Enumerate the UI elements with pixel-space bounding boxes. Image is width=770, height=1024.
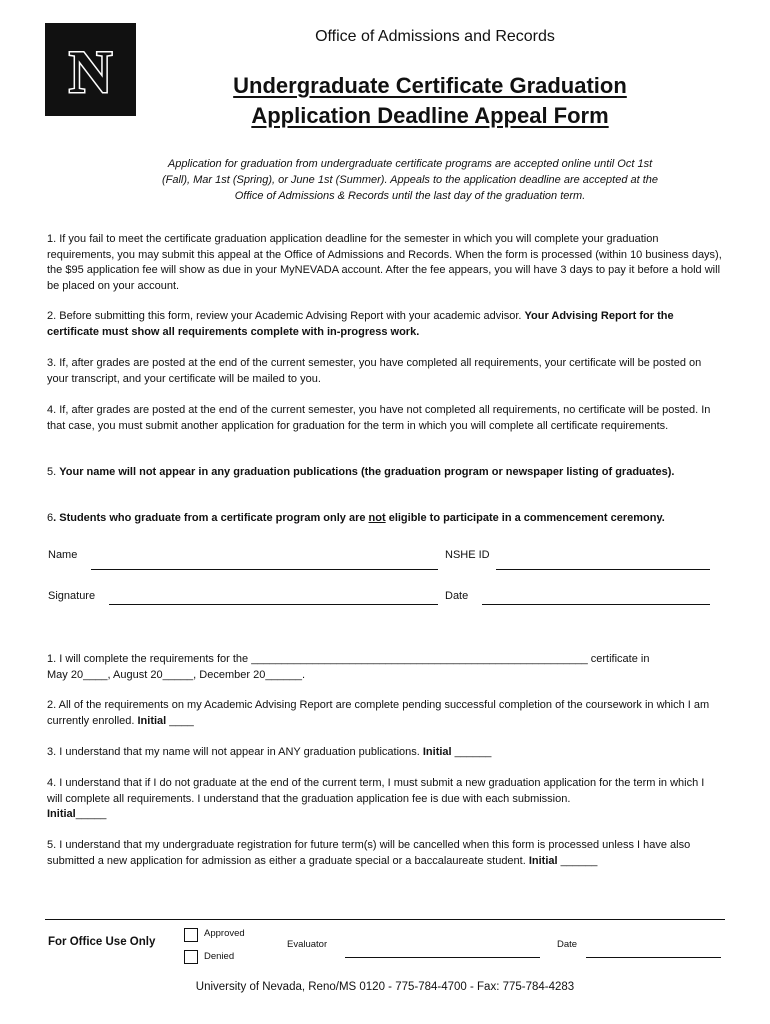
instruction-6-bold-a: . Students who graduate from a certificate program only are bbox=[53, 512, 369, 524]
form-title-line2: Application Deadline Appeal Form bbox=[251, 103, 609, 128]
statement-5-initial-blank[interactable]: ______ bbox=[557, 854, 598, 867]
date-label: Date bbox=[445, 590, 469, 602]
statement-3 bbox=[47, 745, 722, 761]
office-date-label: Date bbox=[557, 939, 578, 950]
instruction-2-bold: Your Advising Report for the certificate must show all requirements complete with in-progress work. bbox=[47, 310, 674, 338]
approved-checkbox[interactable] bbox=[184, 928, 198, 942]
statement-1 bbox=[47, 652, 722, 683]
evaluator-field[interactable] bbox=[345, 957, 540, 958]
nshe-id-label: NSHE ID bbox=[445, 549, 490, 561]
statement-4-initial-blank[interactable]: _____ bbox=[75, 808, 107, 820]
statement-1-terms[interactable]: May 20____, August 20_____, December 20______. bbox=[47, 668, 306, 681]
office-name: Office of Admissions and Records bbox=[315, 28, 555, 45]
statement-2-initial-blank[interactable]: ____ bbox=[166, 714, 194, 727]
statement-4-text: 4. I understand that if I do not graduate at the end of the current term, I must submit a new graduation application for the term in which I will complete all requirements. I understand that the graduation application fee is due with each submission. bbox=[47, 777, 705, 805]
evaluator-label: Evaluator bbox=[287, 939, 328, 950]
n-logo-icon bbox=[45, 23, 136, 116]
instruction-6-underline: not bbox=[368, 512, 386, 524]
statement-2 bbox=[47, 698, 722, 729]
instruction-6 bbox=[47, 511, 722, 527]
office-use-heading: For Office Use Only bbox=[48, 936, 156, 948]
form-title-line1: Undergraduate Certificate Graduation bbox=[233, 73, 627, 98]
instruction-4: 4. If, after grades are posted at the end of the current semester, you have not completed all requirements, no certificate will be posted. In that case, you must submit another application for graduation for the term in which you will complete all certificate requirements. bbox=[47, 404, 711, 432]
university-logo bbox=[45, 23, 136, 116]
statement-1-text: 1. I will complete the requirements for the bbox=[47, 653, 252, 665]
name-field[interactable] bbox=[91, 569, 438, 570]
statement-3-initial-label: Initial bbox=[422, 746, 452, 758]
statement-5 bbox=[47, 838, 722, 869]
name-label: Name bbox=[48, 549, 78, 561]
footer-contact: University of Nevada, Reno/MS 0120 - 775-784-4700 - Fax: 775-784-4283 bbox=[195, 981, 575, 993]
instruction-2-text: 2. Before submitting this form, review your Academic Advising Report with your academic advisor. bbox=[47, 310, 525, 322]
instruction-6-bold-b: eligible to participate in a commencement ceremony. bbox=[385, 512, 665, 524]
statement-1-suffix: certificate in bbox=[587, 653, 650, 665]
instruction-5-number: 5. bbox=[47, 466, 60, 478]
statement-4-initial-label: Initial bbox=[47, 808, 76, 820]
form-title bbox=[180, 71, 680, 131]
instruction-3: 3. If, after grades are posted at the end of the current semester, you have completed all requirements, your certificate will be posted on your transcript, and your certificate will be mailed to you. bbox=[47, 357, 702, 385]
denied-label: Denied bbox=[204, 951, 235, 962]
denied-checkbox[interactable] bbox=[184, 950, 198, 964]
signature-label: Signature bbox=[48, 590, 96, 602]
statement-3-initial-blank[interactable]: ______ bbox=[451, 746, 492, 758]
logo-letter: N bbox=[68, 39, 113, 105]
instruction-1: 1. If you fail to meet the certificate graduation application deadline for the semester in which you will complete your graduation requirements, you may submit this appeal at the Office of Admissions and Records. When the form is processed (within 10 business days), the $95 application fee will show as due in your MyNEVADA account. After the fee appears, you will have 3 days to pay it before a hold will be placed on your account. bbox=[47, 233, 722, 292]
instruction-6-number: 6 bbox=[47, 512, 54, 524]
statement-5-text: 5. I understand that my undergraduate registration for future term(s) will be cancelled when this form is processed unless I have also submitted a new application for admission as either a graduate special or a baccalaureate student. bbox=[47, 839, 691, 867]
instruction-5 bbox=[47, 465, 722, 481]
date-field[interactable] bbox=[482, 604, 710, 605]
instruction-5-bold: Your name will not appear in any graduation publications (the graduation program or newspaper listing of graduates). bbox=[59, 466, 675, 478]
intro-text: Application for graduation from undergraduate certificate programs are accepted online until Oct 1st (Fall), Mar 1st (Spring), or June 1st (Summer). Appeals to the application deadline are accepted at the Office of Admissions & Records until the last day of the graduation term. bbox=[161, 158, 659, 202]
approved-label: Approved bbox=[204, 928, 245, 939]
statement-4 bbox=[47, 776, 722, 823]
instruction-2 bbox=[47, 309, 722, 340]
office-date-field[interactable] bbox=[586, 957, 721, 958]
statement-2-initial-label: Initial bbox=[137, 714, 167, 727]
signature-field[interactable] bbox=[109, 604, 438, 605]
nshe-id-field[interactable] bbox=[496, 569, 710, 570]
statement-3-text: 3. I understand that my name will not appear in ANY graduation publications. bbox=[47, 746, 423, 758]
office-use-divider bbox=[45, 919, 725, 920]
certificate-name-blank[interactable]: _______________________________________________________ bbox=[251, 653, 588, 665]
statement-5-initial-label: Initial bbox=[528, 854, 558, 867]
statement-2-text: 2. All of the requirements on my Academic Advising Report are complete pending successful completion of the coursework in which I am currently enrolled. bbox=[47, 699, 710, 727]
